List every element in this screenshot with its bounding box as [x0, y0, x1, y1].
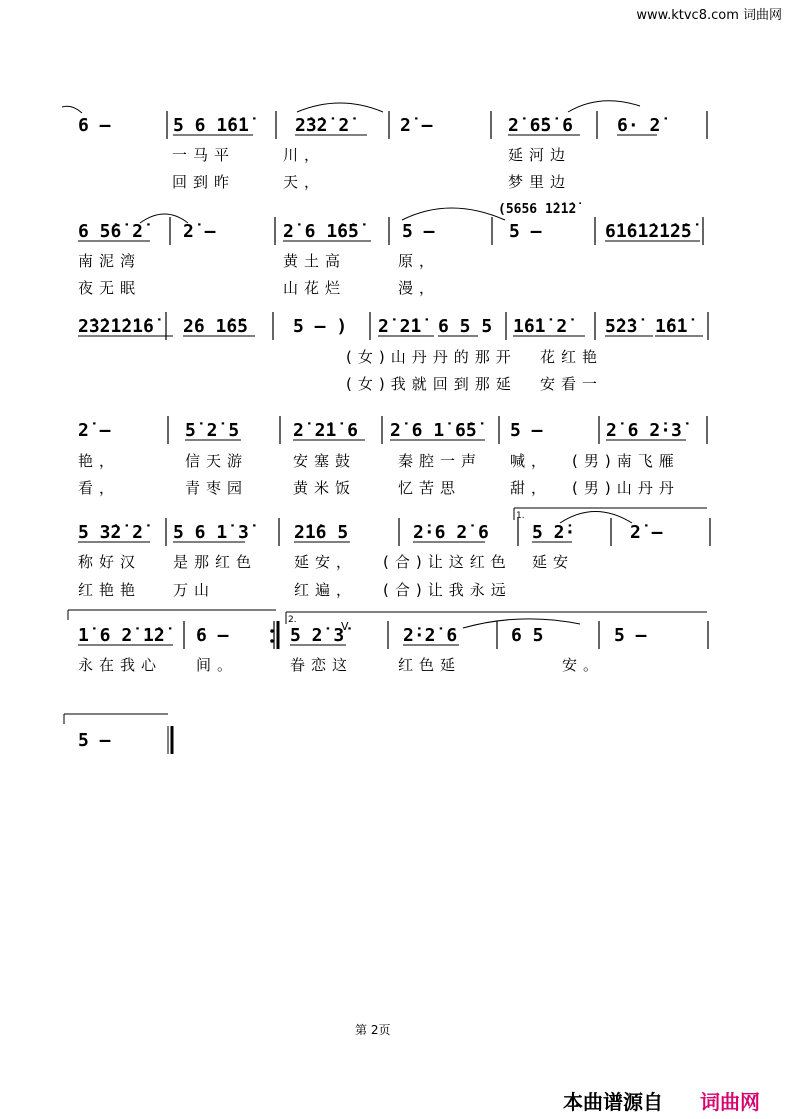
lyric-text: 间。	[196, 656, 239, 674]
lyric-text: (男)南飞雁	[572, 452, 680, 470]
measure-notes: 5 6 1̇ 3̇	[173, 522, 249, 543]
lyric-text: 山花烂	[283, 279, 347, 297]
measure-notes: 6 5 5	[438, 316, 493, 337]
lyric-text: 万山	[173, 581, 216, 599]
lyric-text: 称好汉	[78, 553, 142, 571]
measure-notes: 2̇3̇2̇ 2̇	[295, 115, 350, 136]
breath-mark: V	[341, 620, 349, 633]
lyric-text: 甜，	[510, 479, 553, 497]
measure-notes: 2̇ 6̇5̇ 6	[508, 115, 574, 136]
measure-notes: 5 –	[614, 625, 647, 646]
slur-arc	[297, 103, 383, 112]
lyric-text: 秦腔一声	[398, 452, 483, 470]
annotation-text: (5656 1̇2̇1̇2̇	[498, 202, 577, 217]
repeat-dot	[270, 639, 274, 643]
measure-notes: 5 3̇2̇ 2̇	[78, 522, 144, 543]
lyric-text: 延河边	[508, 146, 572, 164]
lyric-text: 红遍，	[294, 581, 358, 599]
lyric-text: (男)山丹丹	[572, 479, 680, 497]
lyric-text: 喊，	[510, 452, 553, 470]
lyric-text: 青枣园	[185, 479, 249, 497]
measure-notes: 1̇6̇1̇ 2̇	[513, 316, 568, 337]
lyric-text: 艳，	[78, 452, 121, 470]
measure-notes: 2̇ 6 1̇6̇5̇	[283, 221, 359, 242]
lyric-text: 是那红色	[173, 553, 258, 571]
measure-notes: 5 –	[78, 730, 111, 751]
measure-notes: 5 –	[509, 221, 542, 242]
lyric-text: 永在我心	[78, 656, 163, 674]
footer-brand[interactable]: 词曲网	[700, 1090, 760, 1114]
lyric-text: 看，	[78, 479, 121, 497]
measure-notes: 2̇·6 2̇ 6	[413, 522, 489, 543]
measure-notes: 2̇ –	[400, 115, 433, 136]
footer-source-label: 本曲谱源自	[563, 1090, 663, 1114]
measure-notes: 6̇1̇6̇1̇2̇1̇2̇5̇	[605, 221, 692, 242]
page-number: 第 2页	[355, 1023, 391, 1037]
measure-notes: 2̇ –	[183, 221, 216, 242]
lyric-text: 一马平	[172, 146, 236, 164]
lyric-text: 夜无眠	[78, 279, 142, 297]
lyric-text: 眷恋这	[290, 656, 354, 674]
slur-arc	[402, 208, 505, 220]
lyric-text: 信天游	[185, 452, 249, 470]
measure-notes: 5 6 1̇6̇1̇	[173, 115, 249, 136]
lyric-text: (女)我就回到那延	[346, 375, 517, 393]
lyric-text: 天，	[283, 173, 326, 191]
measure-notes: 5 2̇·	[532, 522, 576, 543]
lyric-text: 红艳艳	[78, 581, 142, 599]
lyric-text: 回到昨	[172, 173, 236, 191]
measure-notes: 2̇3̇2̇1̇2̇1̇6̇	[78, 316, 154, 337]
lyric-text: (合)让我永远	[383, 581, 512, 599]
lyric-text: 南泥湾	[78, 252, 142, 270]
measure-notes: 2̇1̇6 5	[294, 522, 349, 543]
measure-notes: 5̇2̇3̇	[605, 316, 638, 337]
repeat-dot	[270, 629, 274, 633]
measure-notes: 2̇ 6 2̇·3̇	[606, 420, 682, 441]
lyric-text: 延安	[532, 553, 575, 571]
measure-notes: 2̇ –	[630, 522, 663, 543]
measure-notes: 6 –	[78, 115, 111, 136]
lyric-text: 川，	[283, 146, 326, 164]
lyric-text: 黄土高	[283, 252, 347, 270]
slur-arc	[62, 106, 82, 113]
measure-notes: 6 5	[511, 625, 544, 646]
lyric-text: 红色延	[398, 656, 462, 674]
measure-notes: 6· 2̇	[617, 115, 661, 136]
slur-arc	[568, 101, 640, 112]
measure-notes: 2̇·2̇ 6	[403, 625, 458, 646]
lyric-text: 黄米饭	[293, 479, 357, 497]
lyric-text: 延安，	[294, 553, 358, 571]
lyric-text: (女)山丹丹的那开	[346, 348, 517, 366]
measure-notes: 5 2̇ 3̇	[290, 625, 345, 646]
measure-notes: 5 –	[510, 420, 543, 441]
lyric-text: 梦里边	[508, 173, 572, 191]
measure-notes: 2̇ –	[78, 420, 111, 441]
measure-notes: 2̇ 6 1̇ 6̇5̇	[390, 420, 477, 441]
watermark: www.ktvc8.com 词曲网	[636, 8, 782, 23]
lyric-text: (合)让这红色	[383, 553, 512, 571]
lyric-text: 安塞鼓	[293, 452, 357, 470]
measure-notes: 5 – )	[293, 316, 348, 337]
lyric-text: 安。	[562, 656, 605, 674]
measure-notes: 6 5̇6̇ 2̇	[78, 221, 144, 242]
lyric-text: 忆苦思	[398, 479, 462, 497]
slur-arc	[140, 214, 188, 223]
measure-notes: 1̇ 6 2̇ 1̇2̇	[78, 625, 165, 646]
lyric-text: 花红艳	[540, 348, 604, 366]
measure-notes: 2̇ 2̇1̇	[378, 316, 422, 337]
lyric-text: 漫，	[398, 279, 441, 297]
lyric-text: 原，	[398, 252, 441, 270]
measure-notes: 5 –	[402, 221, 435, 242]
measure-notes: 2̇6 1̇6̇5	[183, 316, 249, 337]
volta-label: 2.	[288, 615, 297, 625]
measure-notes: 6 –	[196, 625, 229, 646]
lyric-text: 安看一	[540, 375, 604, 393]
volta-label: 1.	[516, 511, 525, 521]
measure-notes: 2̇ 2̇1̇ 6	[293, 420, 359, 441]
measure-notes: 1̇6̇1̇	[655, 316, 688, 337]
measure-notes: 5̇ 2̇ 5	[185, 420, 240, 441]
